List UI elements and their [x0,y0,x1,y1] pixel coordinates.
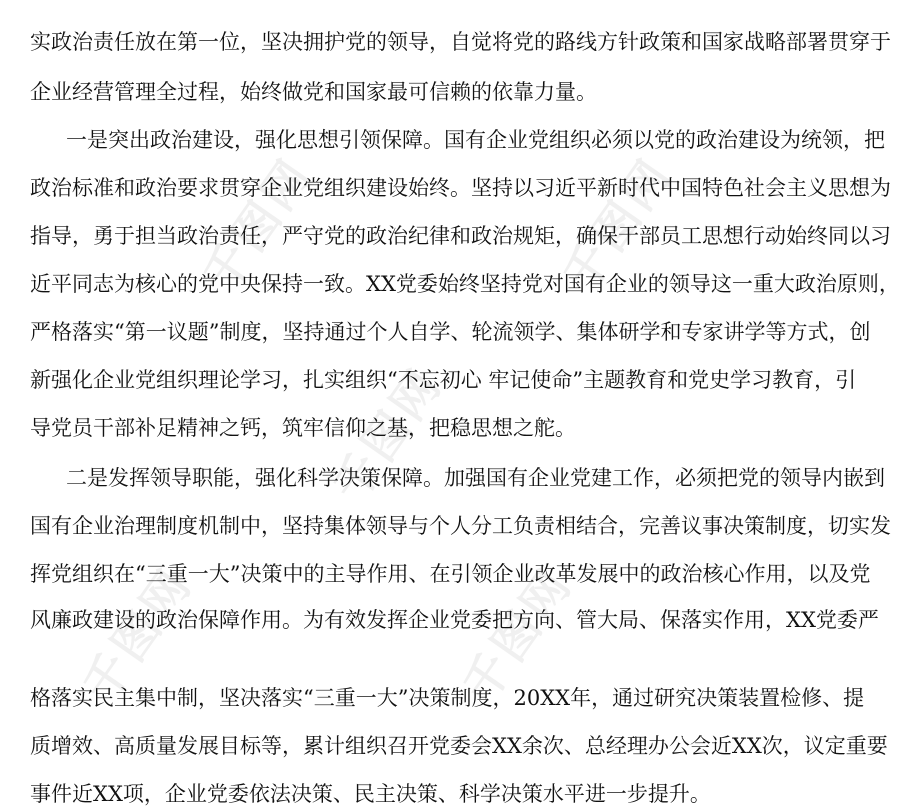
watermark: 千图网 [552,147,683,302]
body-text-line: 格落实民主集中制，坚决落实“三重一大”决策制度，20XX年，通过研究决策装置检修、提 [30,686,865,710]
body-text-line: 指导，勇于担当政治责任，严守党的政治纪律和政治规矩，确保干部员工思想行动始终同以习 [30,224,891,248]
paragraph-first-line: 一是突出政治建设，强化思想引领保障。国有企业党组织必须以党的政治建设为统领，把 [66,128,885,152]
watermark: 千图网 [452,557,583,712]
body-text-line: 严格落实“第一议题”制度，坚持通过个人自学、轮流领学、集体研学和专家讲学等方式，创 [30,320,871,344]
body-text-line: 国有企业治理制度机制中，坚持集体领导与个人分工负责相结合，完善议事决策制度，切实发 [30,514,891,538]
body-text-line: 实政治责任放在第一位，坚决拥护党的领导，自觉将党的路线方针政策和国家战略部署贯穿于 [30,30,891,54]
watermark: 千图网 [322,357,453,512]
body-text-line: 质增效、高质量发展目标等，累计组织召开党委会XX余次、总经理办公会近XX次，议定重要 [30,734,888,758]
body-text-line: 新强化企业党组织理论学习，扎实组织“不忘初心 牢记使命”主题教育和党史学习教育，引 [30,368,857,392]
paragraph-first-line: 二是发挥领导职能，强化科学决策保障。加强国有企业党建工作，必须把党的领导内嵌到 [66,466,885,490]
watermark: 千图网 [72,557,203,712]
body-text-line: 政治标准和政治要求贯穿企业党组织建设始终。坚持以习近平新时代中国特色社会主义思想为 [30,176,891,200]
body-text-line: 导党员干部补足精神之钙，筑牢信仰之基，把稳思想之舵。 [30,416,576,440]
body-text-line: 挥党组织在“三重一大”决策中的主导作用、在引领企业改革发展中的政治核心作用，以及党 [30,562,871,586]
body-text-line: 企业经营管理全过程，始终做党和国家最可信赖的依靠力量。 [30,80,597,104]
body-text-line: 事件近XX项，企业党委依法决策、民主决策、科学决策水平进一步提升。 [30,782,711,806]
watermark: 千图网 [192,147,323,302]
body-text-line: 风廉政建设的政治保障作用。为有效发挥企业党委把方向、管大局、保落实作用，XX党委严 [30,608,879,632]
body-text-line: 近平同志为核心的党中央保持一致。XX党委始终坚持党对国有企业的领导这一重大政治原则， [30,272,900,296]
